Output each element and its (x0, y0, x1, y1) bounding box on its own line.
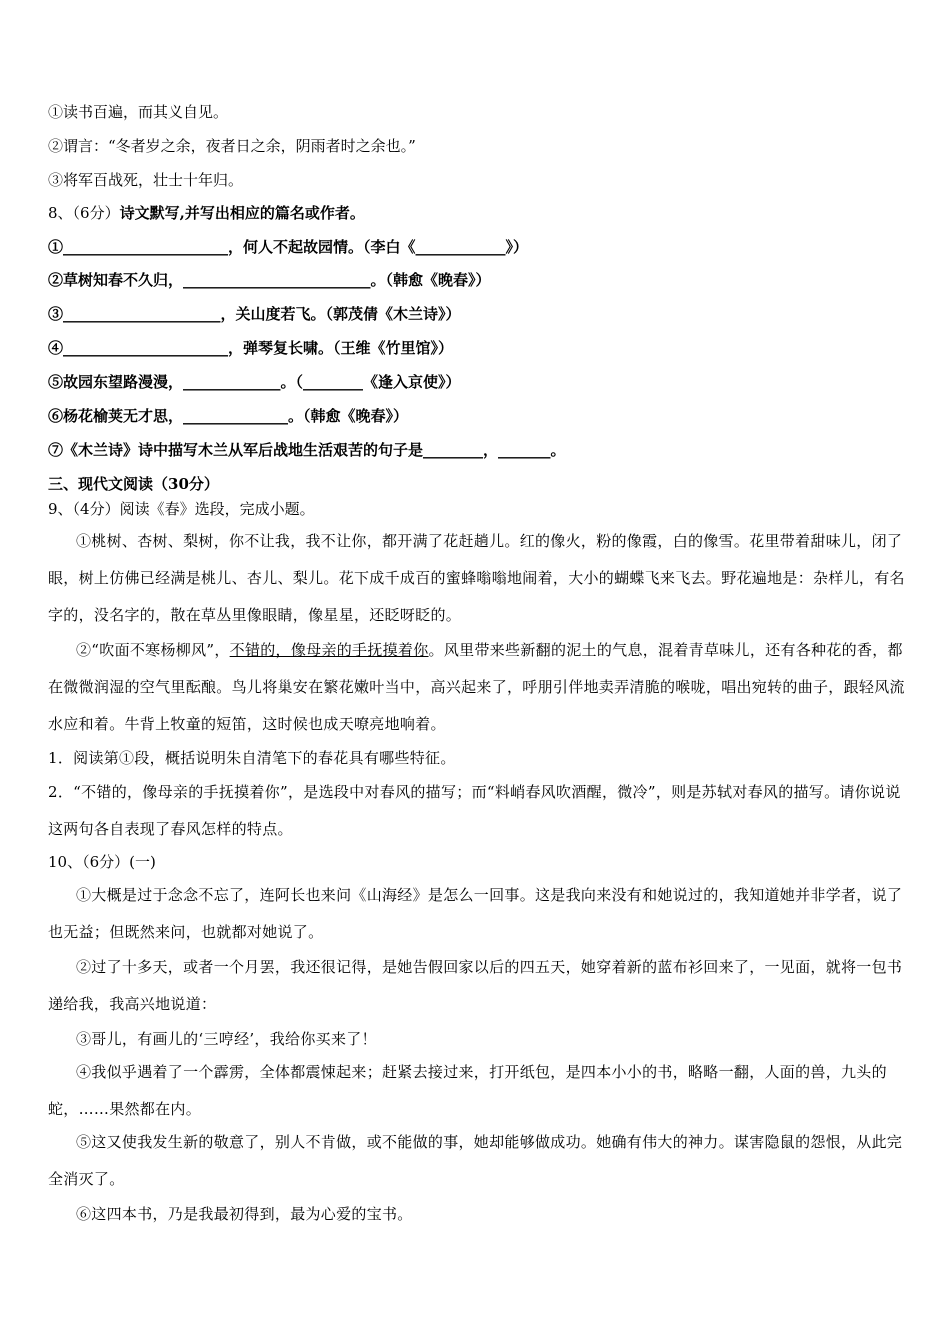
q8-item-7: ⑦《木兰诗》诗中描写木兰从军后战地生活艰苦的句子是________，_______。 (48, 441, 566, 459)
q8-instruction: 诗文默写,并写出相应的篇名或作者。 (119, 204, 365, 222)
q10-para-4: ④我似乎遇着了一个霹雳，全体都震悚起来；赶紧去接过来，打开纸包，是四本小小的书，略略一翻，人面的兽，九头的蛇，……果然都在内。 (48, 1063, 887, 1118)
q10-para-3: ③哥儿，有画儿的‘三哼经’，我给你买来了！ (76, 1030, 377, 1048)
q9-para-2-start: ②“吹面不寒杨柳风”， (76, 641, 230, 659)
q8-item-6: ⑥杨花榆荚无才思，______________。（韩愈《晚春》） (48, 407, 409, 425)
quote-line-2: ②谓言：“冬者岁之余，夜者日之余，阴雨者时之余也。” (48, 137, 416, 155)
q9-passage-para-1: ①桃树、杏树、梨树，你不让我，我不让你，都开满了花赶趟儿。红的像火，粉的像霞，白的像雪。花里带着甜味儿，闭了眼，树上仿佛已经满是桃儿、杏儿、梨儿。花下成千成百的蜜蜂嗡嗡地闹着，大小的蝴蝶飞来飞去。野花遍地是：杂样儿，有名字的，没名字的，散在草丛里像眼睛，像星星，还眨呀眨的。 (48, 532, 905, 624)
q8-item-4: ④______________________，弹琴复长啸。（王维《竹里馆》） (48, 339, 454, 357)
q9-passage-para-2 (48, 632, 908, 743)
q9-para-2-rest: 。风里带来些新翻的泥土的气息，混着青草味儿，还有各种花的香，都在微微润湿的空气里酝酿。鸟儿将巢安在繁花嫩叶当中，高兴起来了，呼朋引伴地卖弄清脆的喉咙，唱出宛转的曲子，跟轻风流水应和着。牛背上牧童的短笛，这时候也成天嘹亮地响着。 (48, 641, 905, 733)
q10-para-1: ①大概是过于念念不忘了，连阿长也来问《山海经》是怎么一回事。这是我向来没有和她说过的，我知道她并非学者，说了也无益；但既然来问，也就都对她说了。 (48, 886, 903, 941)
q8-item-2: ②草树知春不久归，_________________________。（韩愈《晚春》） (48, 271, 491, 289)
q8-number: 8、（6分） (48, 204, 120, 222)
q10-para-6: ⑥这四本书，乃是我最初得到，最为心爱的宝书。 (76, 1205, 413, 1223)
q8-heading (48, 203, 910, 223)
q10-para-2: ②过了十多天，或者一个月罢，我还很记得，是她告假回家以后的四五天，她穿着新的蓝布衫回来了，一见面，就将一包书递给我，我高兴地说道： (48, 958, 903, 1013)
quote-line-3: ③将军百战死，壮士十年归。 (48, 171, 244, 189)
q9-heading: 9、（4分）阅读《春》选段，完成小题。 (48, 500, 315, 518)
q9-subquestion-2: 2．“不错的，像母亲的手抚摸着你”，是选段中对春风的描写；而“料峭春风吹酒醒，微冷”，则是苏轼对春风的描写。请你说说这两句各自表现了春风怎样的特点。 (48, 783, 901, 838)
q8-item-1: ①______________________，何人不起故园情。（李白《____________》） (48, 238, 529, 256)
q9-subquestion-1: 1．阅读第①段，概括说明朱自清笔下的春花具有哪些特征。 (48, 749, 456, 767)
q10-para-5: ⑤这又使我发生新的敬意了，别人不肯做，或不能做的事，她却能够做成功。她确有伟大的神力。谋害隐鼠的怨恨，从此完全消灭了。 (48, 1133, 903, 1188)
section-3-title: 三、现代文阅读（30分） (48, 475, 219, 493)
q9-underlined-phrase: 不错的，像母亲的手抚摸着你 (229, 641, 429, 659)
q10-heading: 10、（6分）(一) (48, 853, 156, 871)
quote-line-1: ①读书百遍，而其义自见。 (48, 103, 229, 121)
q8-item-3: ③_____________________，关山度若飞。（郭茂倩《木兰诗》） (48, 305, 461, 323)
q8-item-5: ⑤故园东望路漫漫，_____________。（________《逢入京使》） (48, 373, 461, 391)
